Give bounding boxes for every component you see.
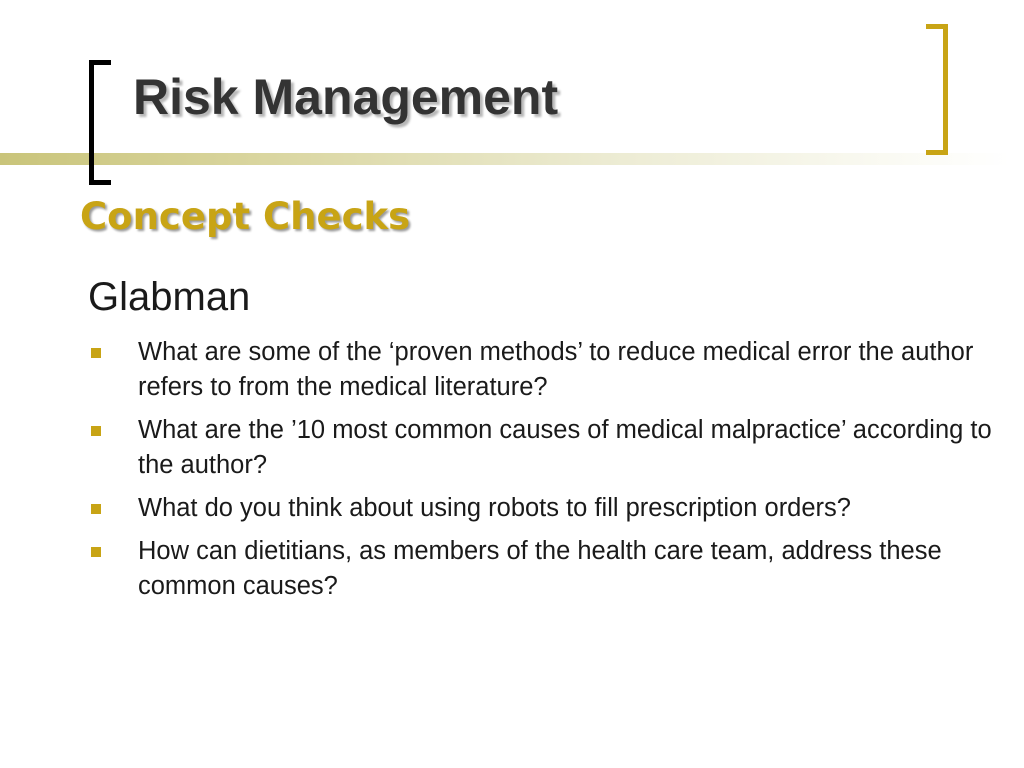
bullet-list [88,335,1013,612]
square-bullet-icon [91,426,101,436]
square-bullet-icon [91,504,101,514]
slide-title: Risk Management [133,69,559,125]
bullet-text: How can dietitians, as members of the health care team, address these common causes? [138,537,942,600]
bullet-item [88,413,1013,483]
bullet-item [88,335,1013,405]
square-bullet-icon [91,348,101,358]
bullet-item [88,491,1013,526]
slide-subtitle: Concept Checks [80,195,411,238]
left-bracket-icon [89,60,113,185]
decorative-gradient-band [0,153,1010,165]
section-heading: Glabman [88,275,251,319]
bullet-text: What are some of the ‘proven methods’ to reduce medical error the author refers to from the medical literature? [138,338,974,401]
bullet-text: What are the ’10 most common causes of medical malpractice’ according to the author? [138,416,992,479]
right-bracket-icon [924,24,948,155]
bullet-text: What do you think about using robots to fill prescription orders? [138,494,851,522]
square-bullet-icon [91,547,101,557]
bullet-item [88,534,1013,604]
